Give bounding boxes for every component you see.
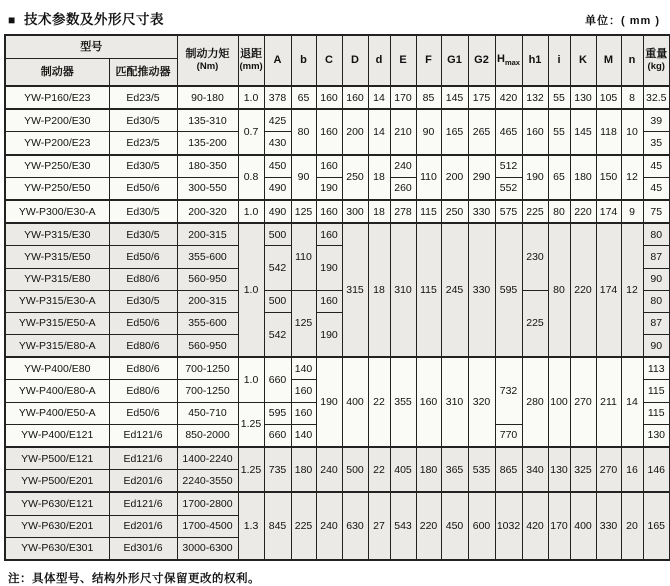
cell-value: 22 [368, 447, 390, 492]
col-header-E: E [390, 35, 416, 86]
cell-value: 420 [522, 492, 548, 560]
cell-model: YW-P400/E80 [5, 357, 109, 380]
cell-value: 170 [548, 492, 570, 560]
cell-value: 160 [522, 109, 548, 154]
cell-model: YW-P315/E80-A [5, 335, 109, 358]
cell-value: 220 [570, 223, 596, 357]
cell-value: 160 [316, 223, 342, 246]
cell-value: 165 [441, 109, 468, 154]
cell-value: 490 [264, 200, 291, 223]
cell-model: YW-P315/E30 [5, 223, 109, 246]
cell-value: 55 [548, 86, 570, 109]
cell-value: 160 [342, 86, 368, 109]
col-header-Hmax: $H_{max}$ [495, 35, 522, 86]
cell-model: YW-P630/E301 [5, 537, 109, 560]
cell-value: 220 [416, 492, 441, 560]
cell-value: Ed30/5 [109, 290, 177, 312]
cell-value: 211 [596, 357, 621, 447]
cell-value: 290 [468, 155, 495, 200]
cell-value: 1.25 [238, 402, 264, 447]
cell-value: 174 [596, 200, 621, 223]
cell-value: 27 [368, 492, 390, 560]
cell-value: 420 [495, 86, 522, 109]
cell-value: 340 [522, 447, 548, 492]
col-header-h1: h1 [522, 35, 548, 86]
cell-value: 35 [643, 132, 670, 155]
cell-value: 160 [316, 86, 342, 109]
cell-value: 130 [643, 424, 670, 447]
cell-model: YW-P300/E30-A [5, 200, 109, 223]
cell-value: 145 [570, 109, 596, 154]
cell-value: 512 [495, 155, 522, 178]
cell-value: 365 [441, 447, 468, 492]
table-row [5, 86, 670, 109]
cell-value: 118 [596, 109, 621, 154]
cell-value: 450 [441, 492, 468, 560]
cell-value: 160 [316, 109, 342, 154]
cell-value: 80 [548, 200, 570, 223]
cell-value: 270 [596, 447, 621, 492]
cell-value: 39 [643, 109, 670, 132]
cell-value: Ed301/6 [109, 537, 177, 560]
cell-value: 115 [416, 223, 441, 357]
cell-value: 535 [468, 447, 495, 492]
table-row [5, 357, 670, 380]
cell-value: Ed80/6 [109, 380, 177, 402]
cell-value: 595 [264, 402, 291, 424]
cell-value: 400 [342, 357, 368, 447]
cell-model: YW-P250/E30 [5, 155, 109, 178]
cell-value: 250 [441, 200, 468, 223]
cell-value: 200-320 [177, 200, 238, 223]
col-header-K: K [570, 35, 596, 86]
cell-value: 10 [621, 109, 643, 154]
col-header-D: D [342, 35, 368, 86]
footnote: 注：具体型号、结构外形尺寸保留更改的权利。 [8, 572, 260, 585]
table-row [5, 492, 670, 515]
cell-value: 87 [643, 312, 670, 334]
cell-value: 425 [264, 109, 291, 132]
cell-value: 200-315 [177, 290, 238, 312]
cell-value: 660 [264, 424, 291, 447]
cell-value: 85 [416, 86, 441, 109]
cell-value: Ed121/6 [109, 424, 177, 447]
cell-value: 405 [390, 447, 416, 492]
cell-value: 140 [291, 357, 316, 380]
cell-value: 500 [264, 223, 291, 246]
cell-value: 9 [621, 200, 643, 223]
cell-value: 315 [342, 223, 368, 357]
cell-value: 1.3 [238, 492, 264, 560]
cell-value: 865 [495, 447, 522, 492]
cell-value: 600 [468, 492, 495, 560]
cell-value: Ed50/6 [109, 246, 177, 268]
cell-value: 190 [522, 155, 548, 200]
cell-value: 160 [291, 380, 316, 402]
cell-value: 240 [316, 492, 342, 560]
cell-value: 150 [596, 155, 621, 200]
cell-value: 700-1250 [177, 380, 238, 402]
cell-value: 180-350 [177, 155, 238, 178]
cell-value: 575 [495, 200, 522, 223]
cell-value: 22 [368, 357, 390, 447]
cell-value: Ed80/6 [109, 335, 177, 358]
cell-value: 330 [468, 200, 495, 223]
cell-value: 125 [291, 290, 316, 357]
cell-value: 230 [522, 223, 548, 290]
cell-value: 245 [441, 223, 468, 357]
cell-value: 190 [316, 312, 342, 357]
cell-value: 160 [291, 402, 316, 424]
cell-value: 355-600 [177, 246, 238, 268]
cell-value: 14 [368, 86, 390, 109]
cell-value: 18 [368, 223, 390, 357]
cell-value: 135-310 [177, 109, 238, 132]
cell-value: 1.0 [238, 86, 264, 109]
col-header-G2: G2 [468, 35, 495, 86]
cell-model: YW-P500/E121 [5, 447, 109, 470]
title-square-icon: ■ [8, 13, 16, 27]
cell-value: 90 [643, 268, 670, 290]
cell-value: 105 [596, 86, 621, 109]
cell-value: 18 [368, 200, 390, 223]
table-row [5, 109, 670, 132]
col-header-C: C [316, 35, 342, 86]
cell-value: 113 [643, 357, 670, 380]
cell-value: 160 [316, 155, 342, 178]
cell-value: 325 [570, 447, 596, 492]
cell-value: 500 [264, 290, 291, 312]
cell-value: 465 [495, 109, 522, 154]
cell-value: 278 [390, 200, 416, 223]
cell-value: 450-710 [177, 402, 238, 424]
cell-value: 552 [495, 177, 522, 200]
col-header-brake: 制动器 [5, 59, 109, 87]
cell-value: 210 [390, 109, 416, 154]
cell-value: 130 [570, 86, 596, 109]
cell-value: 543 [390, 492, 416, 560]
cell-value: 175 [468, 86, 495, 109]
cell-value: 18 [368, 155, 390, 200]
cell-value: Ed50/6 [109, 402, 177, 424]
cell-value: 125 [291, 200, 316, 223]
cell-value: 190 [316, 246, 342, 290]
table-row [5, 155, 670, 178]
cell-value: 430 [264, 132, 291, 155]
header-row-top [5, 35, 670, 59]
cell-value: 300 [342, 200, 368, 223]
cell-value: 90 [643, 335, 670, 358]
cell-value: Ed23/5 [109, 132, 177, 155]
cell-value: 45 [643, 177, 670, 200]
cell-value: 110 [416, 155, 441, 200]
cell-value: 160 [316, 290, 342, 312]
cell-model: YW-P200/E23 [5, 132, 109, 155]
cell-value: 45 [643, 155, 670, 178]
cell-value: 140 [291, 424, 316, 447]
cell-value: 560-950 [177, 335, 238, 358]
cell-value: 400 [570, 492, 596, 560]
cell-value: 110 [291, 223, 316, 290]
cell-value: 80 [643, 290, 670, 312]
cell-value: 80 [548, 223, 570, 357]
cell-value: 250 [342, 155, 368, 200]
cell-value: 310 [441, 357, 468, 447]
cell-value: Ed201/6 [109, 470, 177, 493]
cell-value: 14 [621, 357, 643, 447]
page-title [8, 8, 164, 28]
cell-value: Ed30/5 [109, 109, 177, 132]
cell-value: 450 [264, 155, 291, 178]
cell-value: 100 [548, 357, 570, 447]
cell-value: 310 [390, 223, 416, 357]
cell-value: 0.7 [238, 109, 264, 154]
cell-value: 145 [441, 86, 468, 109]
cell-value: 165 [643, 492, 670, 560]
cell-value: 87 [643, 246, 670, 268]
cell-value: Ed30/5 [109, 223, 177, 246]
cell-value: 265 [468, 109, 495, 154]
cell-value: 1700-2800 [177, 492, 238, 515]
cell-value: 378 [264, 86, 291, 109]
cell-model: YW-P630/E201 [5, 515, 109, 537]
cell-value: 850-2000 [177, 424, 238, 447]
cell-value: 735 [264, 447, 291, 492]
cell-value: 200 [441, 155, 468, 200]
cell-value: 660 [264, 357, 291, 402]
cell-value: Ed30/5 [109, 200, 177, 223]
cell-value: 225 [522, 290, 548, 357]
table-header [5, 35, 670, 86]
cell-value: 1700-4500 [177, 515, 238, 537]
cell-value: 595 [495, 223, 522, 357]
cell-value: Ed201/6 [109, 515, 177, 537]
cell-value: Ed50/6 [109, 312, 177, 334]
cell-value: 542 [264, 246, 291, 290]
cell-value: 3000-6300 [177, 537, 238, 560]
col-header-M: M [596, 35, 621, 86]
cell-value: 174 [596, 223, 621, 357]
cell-value: Ed121/6 [109, 447, 177, 470]
cell-value: 146 [643, 447, 670, 492]
cell-value: 270 [570, 357, 596, 447]
cell-value: 20 [621, 492, 643, 560]
cell-value: Ed80/6 [109, 357, 177, 380]
cell-value: 1.0 [238, 200, 264, 223]
cell-value: 1032 [495, 492, 522, 560]
page-title-text: 技术参数及外形尺寸表 [24, 12, 165, 27]
cell-value: 135-200 [177, 132, 238, 155]
cell-model: YW-P315/E50 [5, 246, 109, 268]
cell-value: 190 [316, 177, 342, 200]
cell-value: 1.0 [238, 223, 264, 357]
cell-value: 240 [316, 447, 342, 492]
cell-value: 330 [468, 223, 495, 357]
col-header-thruster: 匹配推动器 [109, 59, 177, 87]
cell-value: 355 [390, 357, 416, 447]
cell-model: YW-P315/E80 [5, 268, 109, 290]
cell-value: Ed30/5 [109, 155, 177, 178]
cell-value: 225 [291, 492, 316, 560]
cell-model: YW-P200/E30 [5, 109, 109, 132]
cell-value: 1400-2240 [177, 447, 238, 470]
table-row [5, 447, 670, 470]
cell-value: 90 [291, 155, 316, 200]
cell-model: YW-P315/E30-A [5, 290, 109, 312]
col-header-weight: 重量 (kg) [643, 35, 670, 86]
table-body [5, 86, 670, 560]
cell-value: Ed23/5 [109, 86, 177, 109]
unit-label: 单位：( mm ) [585, 15, 660, 27]
cell-value: 190 [316, 357, 342, 447]
cell-value: 160 [316, 200, 342, 223]
cell-value: 90-180 [177, 86, 238, 109]
cell-value: 355-600 [177, 312, 238, 334]
cell-value: 65 [291, 86, 316, 109]
cell-value: 260 [390, 177, 416, 200]
cell-value: 32.5 [643, 86, 670, 109]
col-header-torque: 制动力矩 (Nm) [177, 35, 238, 86]
cell-value: 12 [621, 155, 643, 200]
cell-value: 500 [342, 447, 368, 492]
cell-value: Ed50/6 [109, 177, 177, 200]
cell-value: 770 [495, 424, 522, 447]
cell-model: YW-P250/E50 [5, 177, 109, 200]
cell-value: 170 [390, 86, 416, 109]
cell-value: 560-950 [177, 268, 238, 290]
cell-value: 240 [390, 155, 416, 178]
cell-value: 180 [570, 155, 596, 200]
cell-value: 225 [522, 200, 548, 223]
cell-value: 115 [416, 200, 441, 223]
col-header-clearance: 退距 (mm) [238, 35, 264, 86]
cell-value: Ed80/6 [109, 268, 177, 290]
col-header-d: d [368, 35, 390, 86]
cell-value: 65 [548, 155, 570, 200]
cell-value: 180 [416, 447, 441, 492]
cell-value: 160 [416, 357, 441, 447]
table-row [5, 200, 670, 223]
cell-value: 630 [342, 492, 368, 560]
cell-model: YW-P400/E80-A [5, 380, 109, 402]
cell-model: YW-P315/E50-A [5, 312, 109, 334]
col-header-n: n [621, 35, 643, 86]
cell-value: 2240-3550 [177, 470, 238, 493]
cell-value: 8 [621, 86, 643, 109]
cell-value: 320 [468, 357, 495, 447]
cell-value: 130 [548, 447, 570, 492]
cell-value: 490 [264, 177, 291, 200]
cell-value: 542 [264, 312, 291, 357]
cell-value: 180 [291, 447, 316, 492]
cell-model: YW-P400/E50-A [5, 402, 109, 424]
cell-value: 220 [570, 200, 596, 223]
cell-value: 280 [522, 357, 548, 447]
cell-value: 0.8 [238, 155, 264, 200]
cell-model: YW-P630/E121 [5, 492, 109, 515]
cell-value: 14 [368, 109, 390, 154]
col-header-G1: G1 [441, 35, 468, 86]
cell-value: 16 [621, 447, 643, 492]
cell-value: 80 [291, 109, 316, 154]
cell-value: 115 [643, 380, 670, 402]
cell-value: 200 [342, 109, 368, 154]
cell-value: 200-315 [177, 223, 238, 246]
title-bar [4, 6, 666, 34]
cell-value: 300-550 [177, 177, 238, 200]
cell-model: YW-P160/E23 [5, 86, 109, 109]
col-header-i: i [548, 35, 570, 86]
cell-value: 1.25 [238, 447, 264, 492]
spec-table [4, 34, 670, 561]
cell-value: 1.0 [238, 357, 264, 402]
cell-value: 75 [643, 200, 670, 223]
cell-value: 845 [264, 492, 291, 560]
cell-value: 80 [643, 223, 670, 246]
cell-value: 55 [548, 109, 570, 154]
col-header-b: b [291, 35, 316, 86]
cell-value: 132 [522, 86, 548, 109]
table-row [5, 223, 670, 246]
cell-value: Ed121/6 [109, 492, 177, 515]
col-header-F: F [416, 35, 441, 86]
cell-value: 115 [643, 402, 670, 424]
col-header-A: A [264, 35, 291, 86]
cell-value: 12 [621, 223, 643, 357]
cell-model: YW-P500/E201 [5, 470, 109, 493]
cell-value: 330 [596, 492, 621, 560]
col-header-model: 型号 [5, 35, 177, 59]
cell-value: 732 [495, 357, 522, 424]
cell-value: 90 [416, 109, 441, 154]
cell-model: YW-P400/E121 [5, 424, 109, 447]
cell-value: 700-1250 [177, 357, 238, 380]
